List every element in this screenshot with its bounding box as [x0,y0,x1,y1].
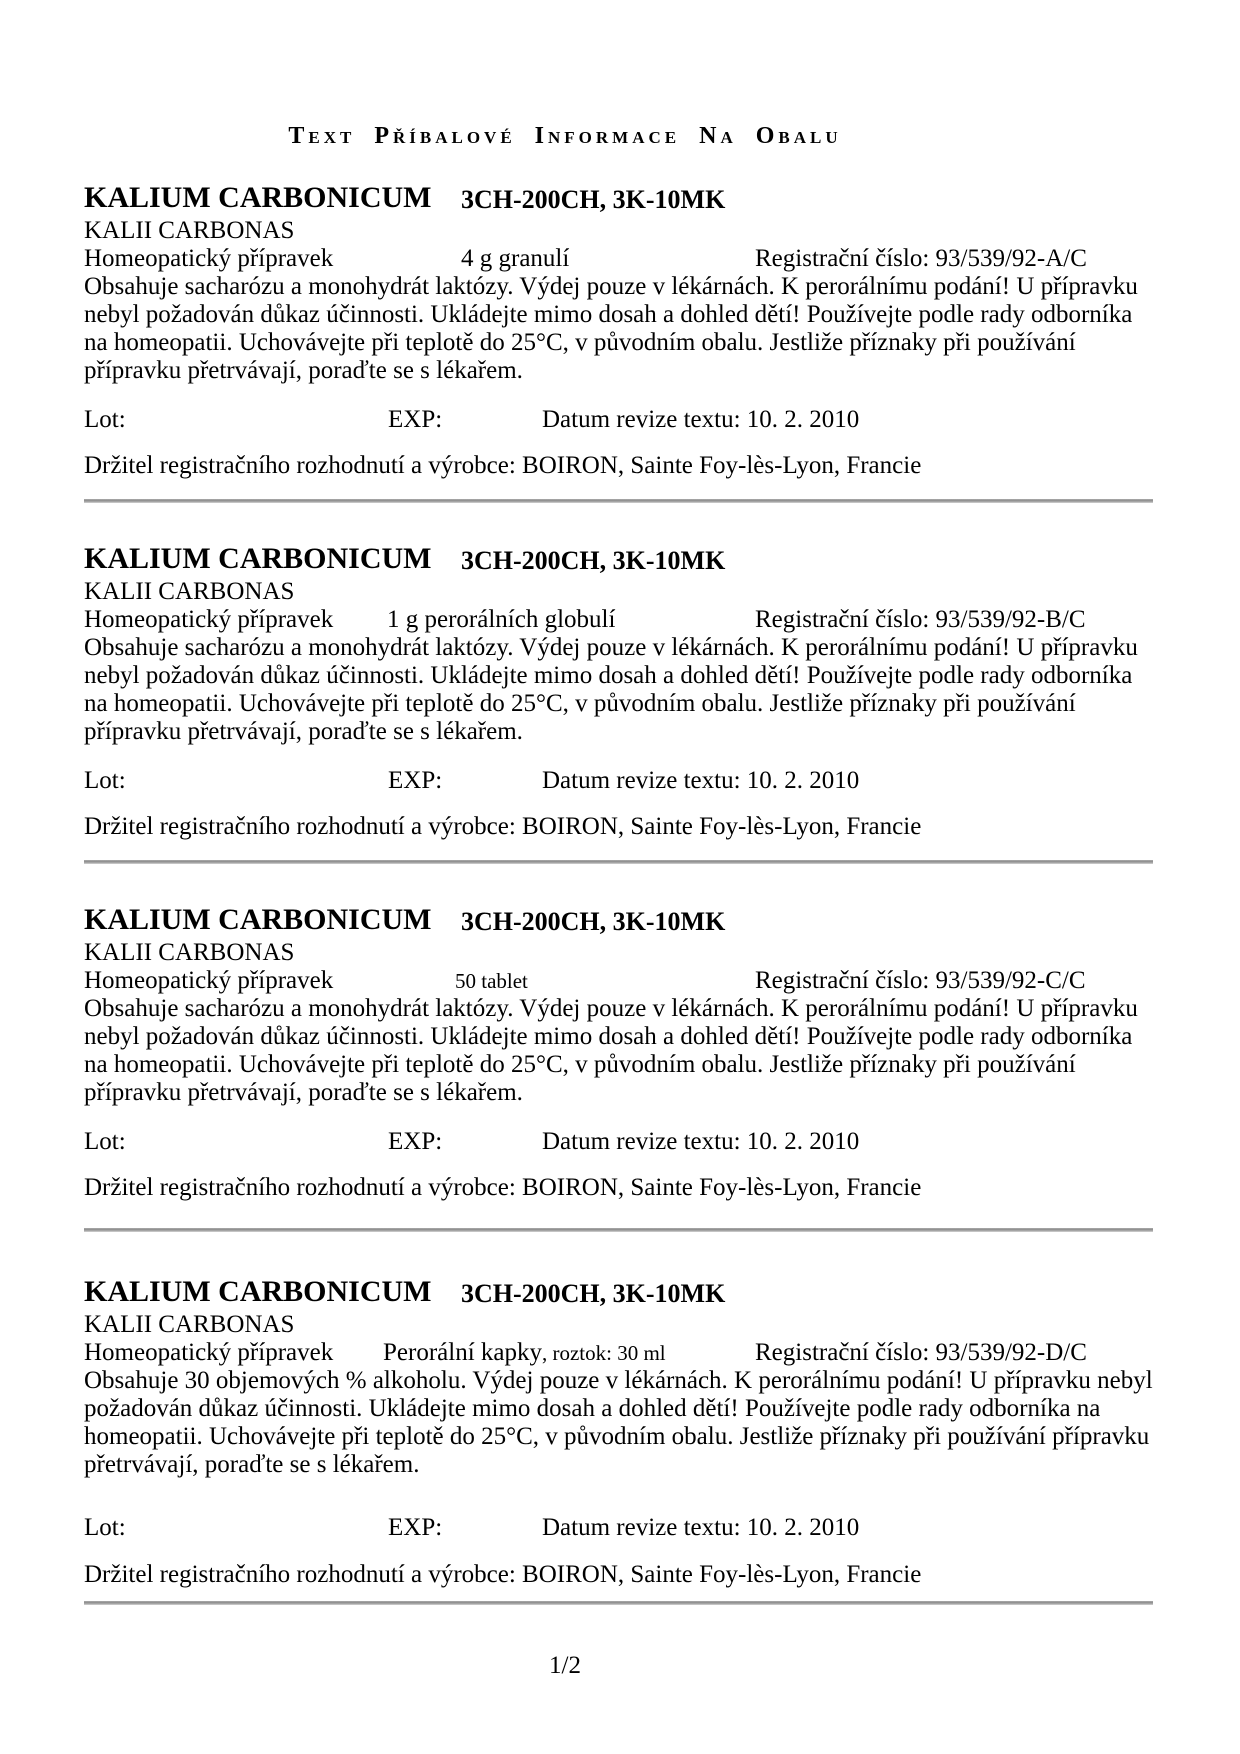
latin-name: KALII CARBONAS [84,1311,295,1338]
form-description-small: , roztok: 30 ml [541,1341,666,1365]
product-info-row [84,606,1156,634]
section-divider [84,860,1153,864]
latin-name: KALII CARBONAS [84,578,295,605]
product-potency: 3CH-200CH, 3K-10MK [461,546,726,575]
registration-number: Registrační číslo: 93/539/92-B/C [755,606,1086,633]
section-divider [84,499,1153,503]
form-label: Homeopatický přípravek [84,1339,334,1366]
product-info-row [84,1339,1156,1367]
product-section [84,903,1156,1208]
section-title-row [84,181,1156,217]
form-description [461,245,569,273]
latin-name: KALII CARBONAS [84,939,295,966]
product-name: KALIUM CARBONICUM [84,181,432,214]
page-number: 1/2 [549,1652,581,1679]
form-label: Homeopatický přípravek [84,606,334,633]
section-title-row [84,542,1156,578]
exp-label: EXP: [388,406,443,433]
revision-date: Datum revize textu: 10. 2. 2010 [542,406,860,433]
lot-label: Lot: [84,1128,126,1155]
registration-number: Registrační číslo: 93/539/92-D/C [755,1339,1087,1366]
registration-number: Registrační číslo: 93/539/92-A/C [755,245,1087,272]
lot-row [84,406,1156,434]
form-label: Homeopatický přípravek [84,967,334,994]
product-section [84,542,1156,847]
lot-label: Lot: [84,406,126,433]
holder-info: Držitel registračního rozhodnutí a výrobce: BOIRON, Sainte Foy-lès-Lyon, Francie [84,452,922,479]
form-description-main: 4 g granulí [461,245,570,272]
form-description-main: Perorální kapky [383,1339,542,1366]
section-divider [84,1228,1153,1232]
lot-row [84,1514,1156,1542]
body-text: Obsahuje 30 objemových % alkoholu. Výdej pouze v lékárnách. K perorálnímu podání! U přípravku nebyl požadován důkaz účinnosti. Ukládejte mimo dosah a dohled dětí! Používejte podle rady odborníka na homeopatii. Uchovávejte při teplotě do 25°C, v původním obalu. Jestliže příznaky při používání přípravku přetrvávají, poraďte se s lékařem. [84,1367,1153,1478]
form-description [383,1339,666,1367]
product-name: KALIUM CARBONICUM [84,1275,432,1308]
lot-row [84,767,1156,795]
lot-row [84,1128,1156,1156]
exp-label: EXP: [388,1514,443,1541]
product-potency: 3CH-200CH, 3K-10MK [461,185,726,214]
holder-info: Držitel registračního rozhodnutí a výrobce: BOIRON, Sainte Foy-lès-Lyon, Francie [84,813,922,840]
section-divider [84,1601,1153,1605]
lot-label: Lot: [84,1514,126,1541]
section-title-row [84,903,1156,939]
form-description-main: 1 g perorálních globulí [387,606,616,633]
form-description-small: 50 tablet [455,969,528,993]
product-info-row [84,245,1156,273]
product-name: KALIUM CARBONICUM [84,542,432,575]
revision-date: Datum revize textu: 10. 2. 2010 [542,767,860,794]
lot-label: Lot: [84,767,126,794]
latin-name: KALII CARBONAS [84,217,295,244]
body-text: Obsahuje sacharózu a monohydrát laktózy. Výdej pouze v lékárnách. K perorálnímu podání! U přípravku nebyl požadován důkaz účinnosti. Ukládejte mimo dosah a dohled dětí! Používejte podle rady odborníka na homeopatii. Uchovávejte při teplotě do 25°C, v původním obalu. Jestliže příznaky při používání přípravku přetrvávají, poraďte se s lékařem. [84,634,1138,745]
revision-date: Datum revize textu: 10. 2. 2010 [542,1128,860,1155]
body-text: Obsahuje sacharózu a monohydrát laktózy. Výdej pouze v lékárnách. K perorálnímu podání! U přípravku nebyl požadován důkaz účinnosti. Ukládejte mimo dosah a dohled dětí! Používejte podle rady odborníka na homeopatii. Uchovávejte při teplotě do 25°C, v původním obalu. Jestliže příznaky při používání přípravku přetrvávají, poraďte se s lékařem. [84,273,1138,384]
form-label: Homeopatický přípravek [84,245,334,272]
exp-label: EXP: [388,767,443,794]
document-title: Text Příbalové Informace Na Obalu [288,123,842,149]
exp-label: EXP: [388,1128,443,1155]
product-section [84,181,1156,486]
revision-date: Datum revize textu: 10. 2. 2010 [542,1514,860,1541]
body-text: Obsahuje sacharózu a monohydrát laktózy. Výdej pouze v lékárnách. K perorálnímu podání! U přípravku nebyl požadován důkaz účinnosti. Ukládejte mimo dosah a dohled dětí! Používejte podle rady odborníka na homeopatii. Uchovávejte při teplotě do 25°C, v původním obalu. Jestliže příznaky při používání přípravku přetrvávají, poraďte se s lékařem. [84,995,1138,1106]
section-title-row [84,1275,1156,1311]
holder-info: Držitel registračního rozhodnutí a výrobce: BOIRON, Sainte Foy-lès-Lyon, Francie [84,1561,922,1588]
form-description [455,967,528,995]
product-info-row [84,967,1156,995]
registration-number: Registrační číslo: 93/539/92-C/C [755,967,1086,994]
form-description [387,606,615,634]
product-potency: 3CH-200CH, 3K-10MK [461,907,726,936]
product-potency: 3CH-200CH, 3K-10MK [461,1279,726,1308]
product-section [84,1275,1156,1588]
holder-info: Držitel registračního rozhodnutí a výrobce: BOIRON, Sainte Foy-lès-Lyon, Francie [84,1174,922,1201]
product-name: KALIUM CARBONICUM [84,903,432,936]
